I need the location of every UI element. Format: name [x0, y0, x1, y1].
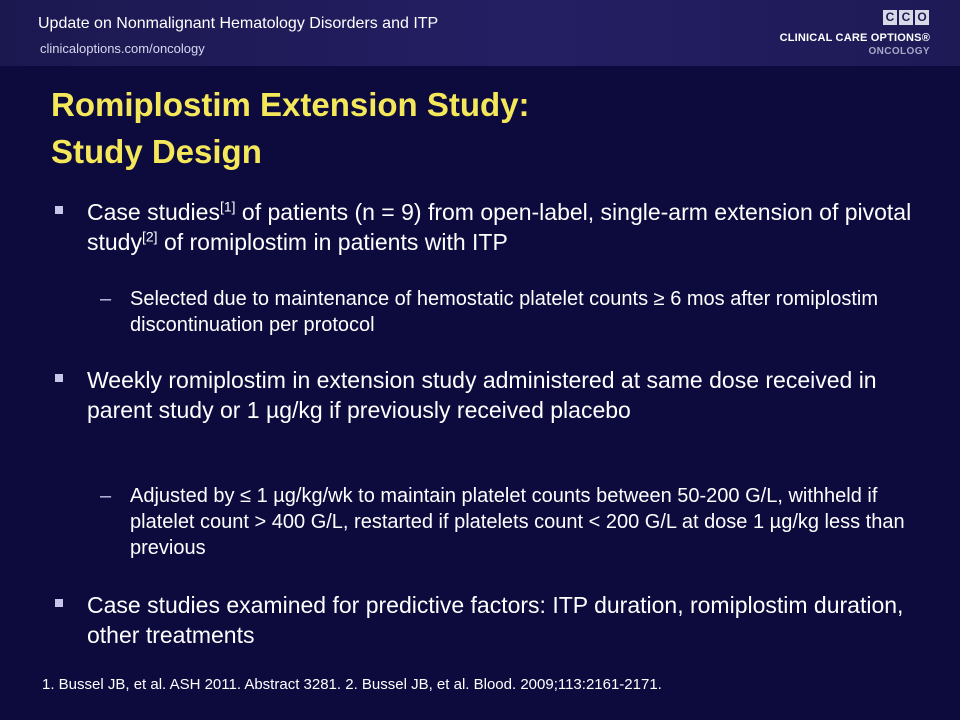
logo-letter-c2: C: [899, 10, 913, 25]
reference-1: [1]: [219, 198, 236, 215]
square-bullet-icon: [55, 374, 63, 382]
bullet-text: of patients (n = 9) from open-label, single-arm extension of pivotal study: [87, 199, 912, 255]
dash-bullet-icon: –: [100, 288, 112, 310]
header-url: clinicaloptions.com/oncology: [40, 41, 205, 56]
subbullet-text: Selected due to maintenance of hemostatic platelet counts ≥ 6 mos after romiplostim discontinuation per protocol: [130, 288, 879, 336]
logo-letter-o: O: [915, 10, 929, 25]
reference-2: [2]: [141, 228, 158, 245]
subbullet-adjustment: [100, 483, 910, 561]
bullet-case-studies: [87, 197, 927, 257]
subbullet-selection: [100, 286, 910, 338]
bullet-dosing: [87, 365, 927, 425]
bullet-text: Weekly romiplostim in extension study administered at same dose received in parent study or 1 µg/kg if previously received placebo: [87, 367, 877, 423]
square-bullet-icon: [55, 599, 63, 607]
subbullet-text: Adjusted by ≤ 1 µg/kg/wk to maintain platelet counts between 50-200 G/L, withheld if platelet count > 400 G/L, restarted if platelets count < 200 G/L at dose 1 µg/kg less than previous: [130, 485, 905, 559]
bullet-text: Case studies examined for predictive factors: ITP duration, romiplostim duration, other treatments: [87, 592, 904, 648]
slide-title-line1: Romiplostim Extension Study:: [51, 86, 530, 123]
logo-letter-c1: C: [883, 10, 897, 25]
slide-title-line2: Study Design: [51, 133, 262, 170]
bullet-text: of romiplostim in patients with ITP: [157, 229, 508, 255]
bullet-text: Case studies: [87, 199, 220, 225]
references-footnote: 1. Bussel JB, et al. ASH 2011. Abstract 3281. 2. Bussel JB, et al. Blood. 2009;113:2161-2171.: [42, 676, 662, 693]
bullet-predictive-factors: [87, 590, 927, 650]
logo-subtitle: ONCOLOGY: [868, 46, 930, 57]
dash-bullet-icon: –: [100, 485, 112, 507]
header-title: Update on Nonmalignant Hematology Disorders and ITP: [38, 15, 439, 32]
square-bullet-icon: [55, 206, 63, 214]
logo-wordmark: CLINICAL CARE OPTIONS®: [779, 32, 930, 44]
